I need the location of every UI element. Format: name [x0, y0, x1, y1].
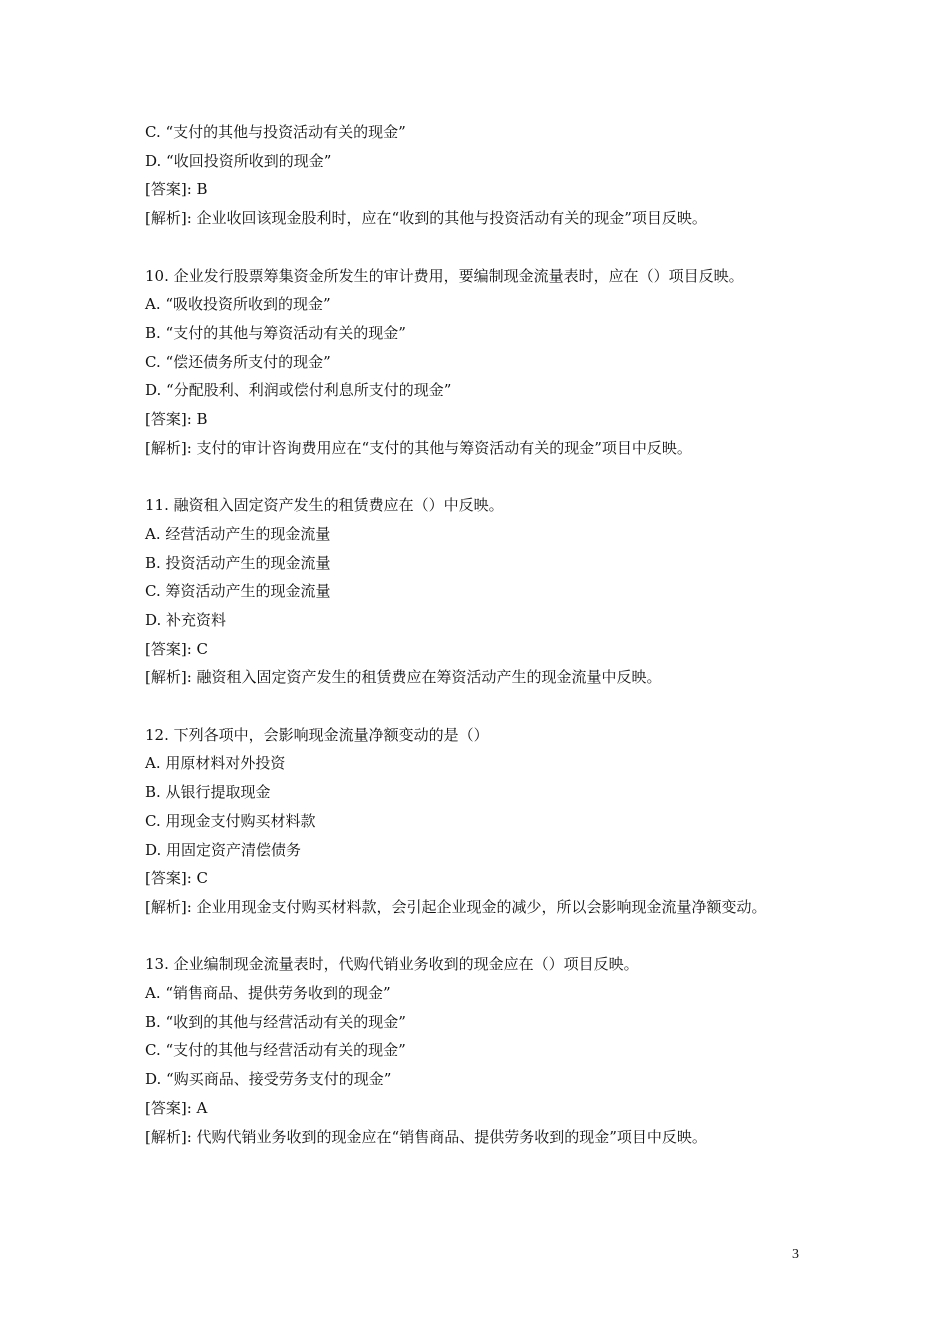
- page-number: 3: [792, 1247, 799, 1262]
- option-b: B. 从银行提取现金: [145, 783, 271, 802]
- option-a: A. “销售商品、提供劳务收到的现金”: [145, 984, 391, 1003]
- option-b: B. “收到的其他与经营活动有关的现金”: [145, 1012, 406, 1031]
- option-d: D. “购买商品、接受劳务支付的现金”: [145, 1070, 392, 1089]
- document-body: [145, 118, 815, 1151]
- question-stem: 10. 企业发行股票筹集资金所发生的审计费用，要编制现金流量表时，应在（）项目反映。: [145, 266, 744, 285]
- option-b: B. 投资活动产生的现金流量: [145, 553, 331, 572]
- answer: [答案]: C: [145, 869, 209, 888]
- option-a: A. “吸收投资所收到的现金”: [145, 295, 331, 314]
- option-c: C. 用现金支付购买材料款: [145, 811, 316, 830]
- question-13: [145, 950, 815, 1151]
- answer: [答案]: C: [145, 639, 209, 658]
- option-a: A. 经营活动产生的现金流量: [145, 524, 331, 543]
- spacer: [145, 922, 815, 951]
- option-a: A. 用原材料对外投资: [145, 754, 286, 773]
- question-10: [145, 262, 815, 463]
- explanation: [解析]: 企业收回该现金股利时，应在“收到的其他与投资活动有关的现金”项目反映。: [145, 209, 707, 228]
- option-d: D. “分配股利、利润或偿付利息所支付的现金”: [145, 381, 452, 400]
- explanation: [解析]: 支付的审计咨询费用应在“支付的其他与筹资活动有关的现金”项目中反映。: [145, 438, 692, 457]
- option-d: D. 用固定资产清偿债务: [145, 840, 302, 859]
- question-11: [145, 491, 815, 692]
- spacer: [145, 462, 815, 491]
- spacer: [145, 233, 815, 262]
- explanation: [解析]: 代购代销业务收到的现金应在“销售商品、提供劳务收到的现金”项目中反映。: [145, 1127, 707, 1146]
- option-d: D. “收回投资所收到的现金”: [145, 151, 332, 170]
- explanation: [解析]: 融资租入固定资产发生的租赁费应在筹资活动产生的现金流量中反映。: [145, 668, 662, 687]
- answer: [答案]: B: [145, 410, 208, 429]
- option-b: B. “支付的其他与筹资活动有关的现金”: [145, 323, 406, 342]
- question-stem: 12. 下列各项中，会影响现金流量净额变动的是（）: [145, 725, 489, 744]
- answer: [答案]: B: [145, 180, 208, 199]
- question-stem: 11. 融资租入固定资产发生的租赁费应在（）中反映。: [145, 496, 504, 515]
- option-c: C. 筹资活动产生的现金流量: [145, 582, 331, 601]
- answer: [答案]: A: [145, 1098, 208, 1117]
- option-c: C. “支付的其他与经营活动有关的现金”: [145, 1041, 406, 1060]
- option-c: C. “偿还债务所支付的现金”: [145, 352, 331, 371]
- question-stem: 13. 企业编制现金流量表时，代购代销业务收到的现金应在（）项目反映。: [145, 955, 639, 974]
- option-d: D. 补充资料: [145, 610, 227, 629]
- question-12: [145, 721, 815, 922]
- explanation: [解析]: 企业用现金支付购买材料款，会引起企业现金的减少，所以会影响现金流量净额变动。: [145, 897, 767, 916]
- spacer: [145, 692, 815, 721]
- option-c: C. “支付的其他与投资活动有关的现金”: [145, 123, 406, 141]
- question-continuation: [145, 118, 815, 233]
